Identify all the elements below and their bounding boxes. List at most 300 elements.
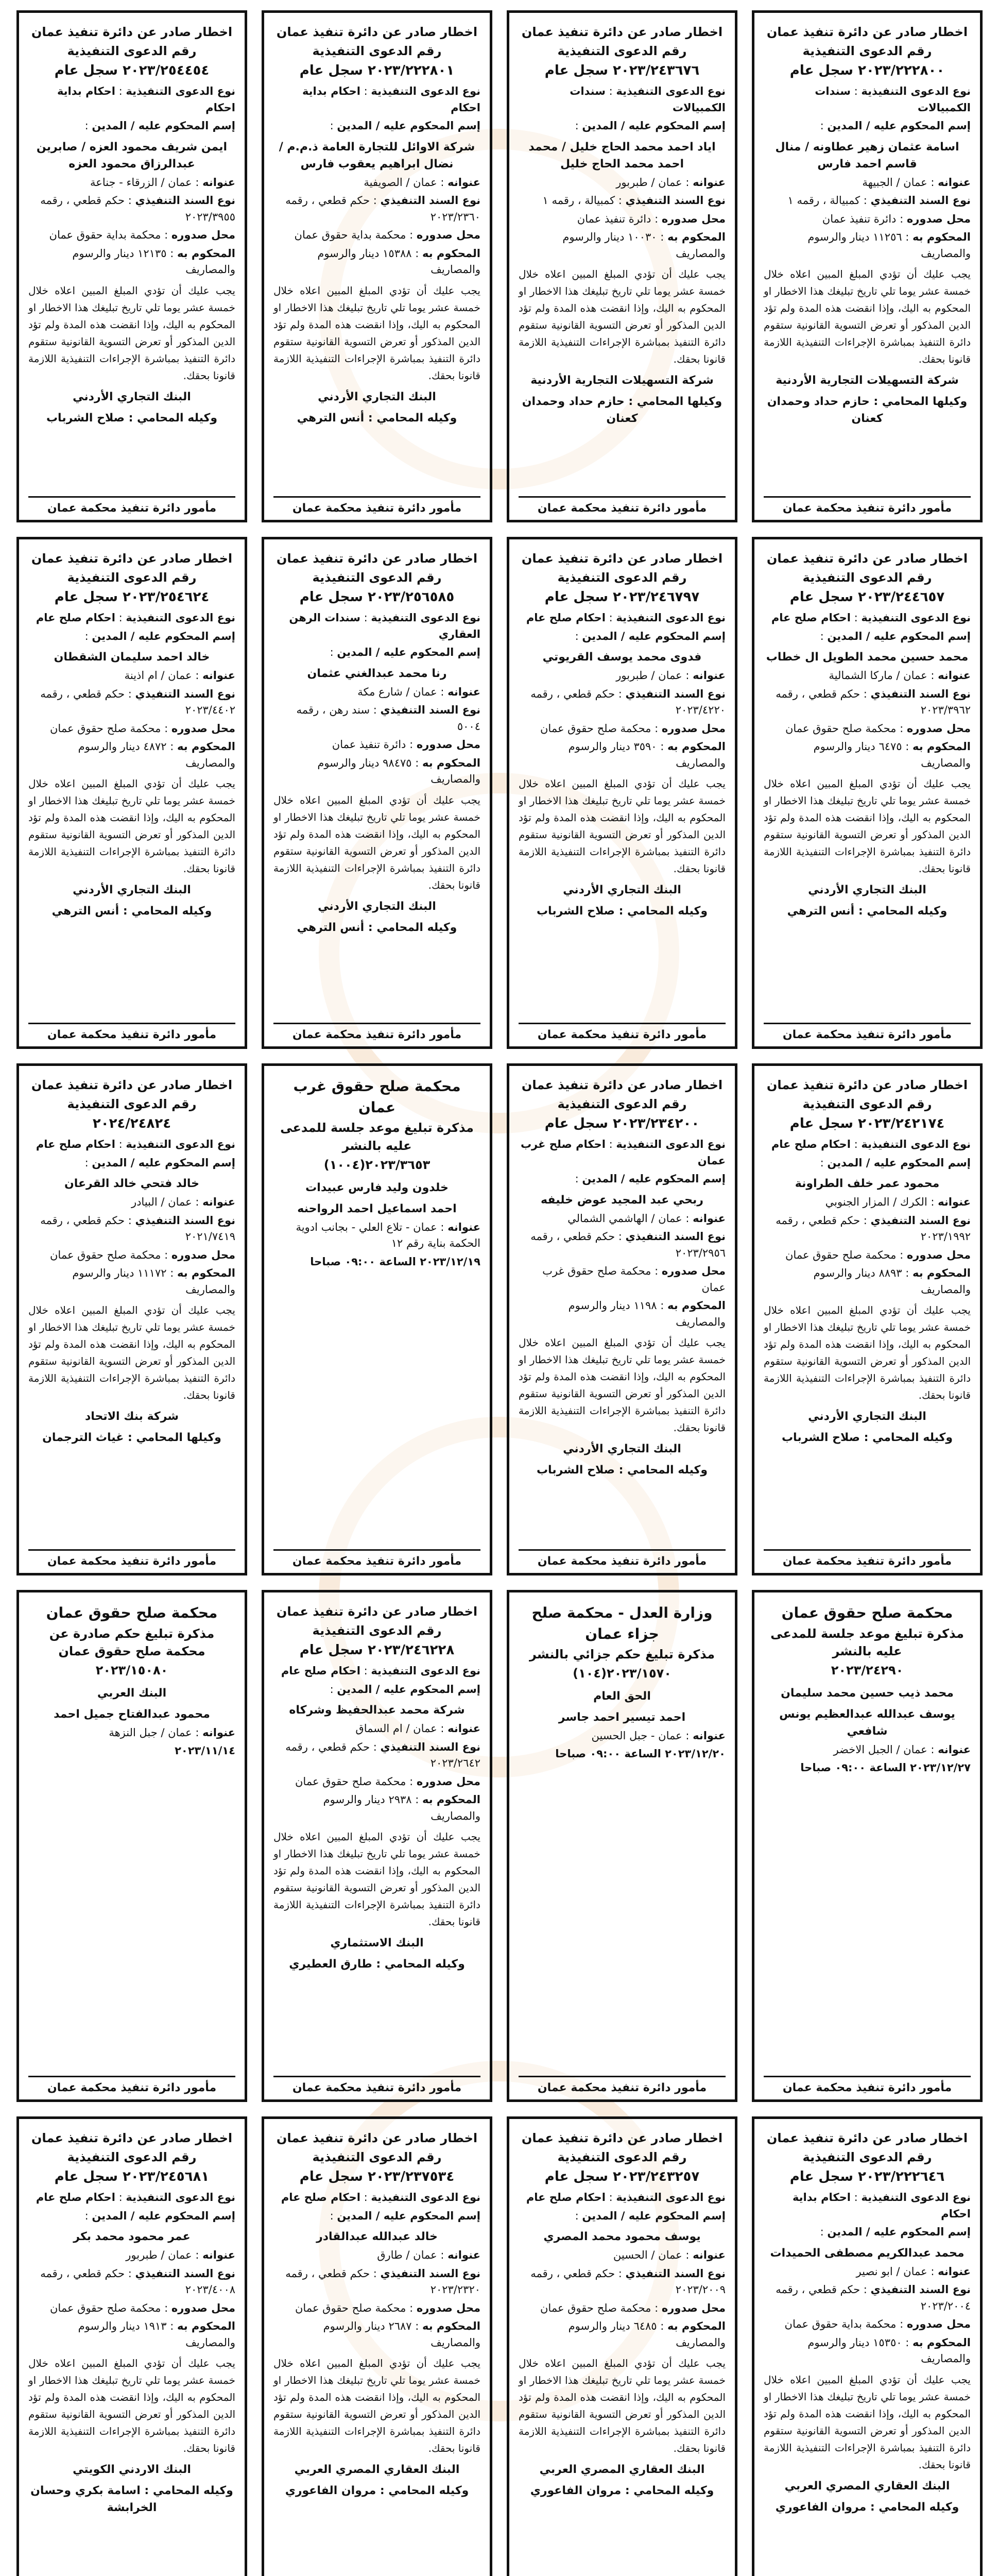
doc-type-value: حكم قطعي ، رقمه ٢٠٢٣/٤٠٠٨: [40, 2267, 235, 2296]
issued-label: محل صدوره: [906, 722, 971, 735]
case-number: ٢٠٢٣/١٥٠٨٠: [95, 1663, 168, 1678]
warning-text: يجب عليك أن تؤدي المبلغ المبين اعلاه خلال خمسة عشر يوما تلي تاريخ تبليغك هذا الاخطار او المحكوم به اليك، وإذا انقضت هذه المدة ولم تؤد الدين المذكور أو تعرض التسوية القانونية ستقوم دائرة التنفيذ بمباشرة الإجراءات التنفيذية اللازمة قانونا بحقك.: [519, 1336, 726, 1434]
case-type-value: احكام بداية احكام: [57, 85, 235, 114]
debtor-name: خالد فتحي خالد القرعان: [64, 1177, 200, 1191]
notice-header: اخطار صادر عن دائرة تنفيذ عمان: [276, 2131, 478, 2145]
case-type-value: احكام صلح عام: [36, 1138, 115, 1151]
debtor-label: إسم المحكوم عليه / المدين: [337, 120, 480, 132]
case-type-label: نوع الدعوى التنفيذية: [371, 2191, 480, 2204]
case-type-value: احكام صلح عام: [771, 1138, 851, 1151]
address-value: عمان / الحسين: [613, 2249, 682, 2262]
doc-type-value: حكم قطعي ، رقمه ٢٠٢٣/٢٣٦٠: [285, 194, 480, 223]
warning-text: يجب عليك أن تؤدي المبلغ المبين اعلاه خلال خمسة عشر يوما تلي تاريخ تبليغك هذا الاخطار او المحكوم به اليك، وإذا انقضت هذه المدة ولم تؤد الدين المذكور أو تعرض التسوية القانونية ستقوم دائرة التنفيذ بمباشرة الإجراءات التنفيذية اللازمة قانونا بحقك.: [28, 2357, 235, 2455]
doc-type-label: نوع السند التنفيذي: [625, 1230, 726, 1243]
debtor-name: اياد احمد محمد الحاج خليل / محمد احمد محمد الحاج خليل: [528, 140, 716, 171]
creditor-name: البنك التجاري الأردني: [73, 390, 191, 403]
notice-card: اخطار صادر عن دائرة تنفيذ عمان رقم الدعوى التنفيذية ٢٠٢٤/٢٤٨٢٤ نوع الدعوى التنفيذية : احكام صلح عام إسم المحكوم عليه / المدين : خالد فتحي خالد القرعان عنوانه : عمان / البيادر نوع السند التنفيذي : حكم قطعي ، رقمه ٢٠٢١/٧٤١٩ محل صدوره : محكمة صلح حقوق عمان المحكوم به : ١١١٧٢ دينار والرسوم والمصاريف يجب عليك أن تؤدي المبلغ المبين اعلاه خلال خمسة عشر يوما تلي تاريخ تبليغك هذا الاخطار او المحكوم به اليك، وإذا انقضت هذه المدة ولم تؤد الدين المذكور أو تعرض التسوية القانونية ستقوم دائرة التنفيذ بمباشرة الإجراءات التنفيذية اللازمة قانونا بحقك. شركة بنك الاتحاد وكيلها المحامي : غياث الترجمان مأمور دائرة تنفيذ محكمة عمان: [16, 1063, 247, 1575]
issued-value: محكمة صلح حقوق عمان: [50, 2301, 161, 2314]
doc-type-label: نوع السند التنفيذي: [135, 2267, 235, 2280]
address-label: عنوانه: [448, 2249, 480, 2262]
creditor-agent: وكيله المحامي : مروان الفاعوري: [530, 2484, 714, 2498]
doc-type-value: حكم قطعي ، رقمه ٢٠٢٣/٢٩٥٦: [530, 1230, 726, 1259]
case-type-label: نوع الدعوى التنفيذية: [371, 612, 480, 624]
court-name: محكمة صلح حقوق غرب عمان: [293, 1078, 461, 1116]
issued-label: محل صدوره: [416, 2301, 480, 2314]
address-value: عمان / طارق: [377, 2249, 437, 2262]
doc-type-value: حكم قطعي ، رقمه ٢٠٢٣/٣٩٦٢: [776, 687, 971, 717]
address-value: عمان / ام اذينة: [124, 669, 192, 682]
amount-value: ٢٦٨٧ دينار والرسوم والمصاريف: [323, 2320, 480, 2349]
issued-value: محكمة صلح حقوق عمان: [50, 722, 161, 735]
case-number: ٢٠٢٣/٢٤٢١٧٤ سجل عام: [789, 1115, 945, 1131]
case-type-label: نوع الدعوى التنفيذية: [371, 85, 480, 98]
case-type-value: احكام صلح عام: [36, 612, 115, 624]
issued-value: محكمة صلح حقوق عمان: [50, 1248, 161, 1261]
case-number: ٢٠٢٣/٢٥٤٦٢٤ سجل عام: [54, 589, 210, 605]
case-type-label: نوع الدعوى التنفيذية: [126, 2191, 235, 2204]
issued-value: محكمة صلح حقوق عمان: [295, 1775, 406, 1788]
debtor-name: احمد تيسير احمد جاسر: [558, 1710, 686, 1724]
issued-value: محكمة صلح حقوق عمان: [540, 722, 651, 735]
doc-type-label: نوع السند التنفيذي: [870, 687, 971, 700]
address-label: عنوانه: [938, 1743, 971, 1756]
address-label: عنوانه: [202, 669, 235, 682]
creditor-name: البنك التجاري الأردني: [808, 1410, 926, 1423]
address-value: عمان / شارع مكة: [357, 685, 437, 698]
case-label: رقم الدعوى التنفيذية: [557, 1096, 687, 1111]
session-date: ٢٠٢٣/١٢/٢٧ الساعة ٠٩:٠٠ صباحا: [800, 1761, 971, 1774]
creditor-name: البنك الاستثماري: [330, 1937, 424, 1950]
case-type-label: نوع الدعوى التنفيذية: [861, 2191, 971, 2204]
amount-label: المحكوم به: [422, 2320, 480, 2333]
case-type-value: احكام صلح غرب عمان: [520, 1138, 726, 1167]
creditor-agent: وكيله المحامي : اسامة بكري وحسان الخرابشة: [30, 2484, 233, 2515]
doc-type-value: حكم قطعي ، رقمه ٢٠٢٣/١٩٩٢: [776, 1214, 971, 1243]
debtor-label: إسم المحكوم عليه / المدين: [582, 120, 726, 132]
amount-label: المحكوم به: [177, 740, 235, 753]
case-number: ٢٠٢٣/٢٤٦٧٩٧ سجل عام: [544, 589, 700, 605]
footer-signature: مأمور دائرة تنفيذ محكمة عمان: [273, 2076, 480, 2094]
amount-label: المحكوم به: [177, 247, 235, 260]
issued-value: محكمة صلح حقوق غرب عمان: [542, 1265, 726, 1294]
footer-signature: مأمور دائرة تنفيذ محكمة عمان: [28, 2076, 235, 2094]
address-value: عمان / جبل النزهة: [109, 1726, 192, 1739]
issued-value: محكمة بداية حقوق عمان: [784, 2318, 897, 2331]
creditor-name: شركة التسهيلات التجارية الأردنية: [776, 374, 959, 387]
doc-type-value: حكم قطعي ، رقمه ٢٠٢٣/٢٠٠٤: [776, 2283, 971, 2312]
issued-value: محكمة صلح حقوق عمان: [295, 2301, 406, 2314]
issued-value: دائرة تنفيذ عمان: [822, 212, 897, 225]
notice-card: اخطار صادر عن دائرة تنفيذ عمان رقم الدعوى التنفيذية ٢٠٢٣/٢٣٤٢٠٠ سجل عام نوع الدعوى التنفيذية : احكام صلح غرب عمان إسم المحكوم عليه / المدين : ربحي عبد المجيد عوض خليفه عنوانه : عمان / الهاشمي الشمالي نوع السند التنفيذي : حكم قطعي ، رقمه ٢٠٢٣/٢٩٥٦ محل صدوره : محكمة صلح حقوق غرب عمان المحكوم به : ١١٩٨ دينار والرسوم والمصاريف يجب عليك أن تؤدي المبلغ المبين اعلاه خلال خمسة عشر يوما تلي تاريخ تبليغك هذا الاخطار او المحكوم به اليك، وإذا انقضت هذه المدة ولم تؤد الدين المذكور أو تعرض التسوية القانونية ستقوم دائرة التنفيذ بمباشرة الإجراءات التنفيذية اللازمة قانونا بحقك. البنك التجاري الأردني وكيله المحامي : صلاح الشرباب مأمور دائرة تنفيذ محكمة عمان: [507, 1063, 737, 1575]
issued-label: محل صدوره: [171, 722, 235, 735]
creditor-agent: وكيلها المحامي : حازم حداد وحمدان كعنان: [522, 395, 722, 426]
notice-header: اخطار صادر عن دائرة تنفيذ عمان: [521, 1078, 723, 1092]
case-number: ٢٠٢٣/٣٦٥٣(١٠٠٤): [323, 1157, 431, 1172]
creditor-name: البنك التجاري الأردني: [318, 900, 436, 913]
case-label: رقم الدعوى التنفيذية: [557, 570, 687, 585]
creditor-name: البنك التجاري الأردني: [318, 390, 436, 403]
amount-value: ٦٤٧٥ دينار والرسوم والمصاريف: [813, 740, 971, 769]
case-type-value: سندات الرهن العقاري: [289, 612, 480, 640]
address-label: عنوانه: [693, 669, 726, 682]
doc-type-label: نوع السند التنفيذي: [380, 704, 480, 717]
case-label: رقم الدعوى التنفيذية: [67, 570, 197, 585]
case-type-label: نوع الدعوى التنفيذية: [616, 1138, 726, 1151]
issued-value: محكمة صلح حقوق عمان: [785, 722, 897, 735]
court-name: محكمة صلح حقوق عمان: [781, 1604, 953, 1621]
notice-header: اخطار صادر عن دائرة تنفيذ عمان: [276, 551, 478, 566]
court-name: وزارة العدل - محكمة صلح جزاء عمان: [531, 1604, 713, 1642]
issued-value: دائرة تنفيذ عمان: [577, 212, 651, 225]
creditor-name: البنك العقاري المصري العربي: [294, 2463, 460, 2477]
case-type-value: احكام صلح عام: [526, 612, 606, 624]
debtor-name: رنا محمد عبدالغني عثمان: [307, 667, 447, 680]
debtor-name: محمد حسين محمد الطويل ال خطاب: [766, 651, 969, 664]
issued-label: محل صدوره: [416, 229, 480, 242]
warning-text: يجب عليك أن تؤدي المبلغ المبين اعلاه خلال خمسة عشر يوما تلي تاريخ تبليغك هذا الاخطار او المحكوم به اليك، وإذا انقضت هذه المدة ولم تؤد الدين المذكور أو تعرض التسوية القانونية ستقوم دائرة التنفيذ بمباشرة الإجراءات التنفيذية اللازمة قانونا بحقك.: [28, 777, 235, 875]
amount-value: ١٢١٣٥ دينار والرسوم والمصاريف: [72, 247, 235, 276]
case-number: ٢٠٢٣/٢٢٢٨٠١ سجل عام: [299, 62, 455, 78]
debtor-name: خالد عبدالله عبدالقادر: [316, 2230, 438, 2244]
amount-value: ٩٨٤٧٥ دينار والرسوم والمصاريف: [317, 756, 480, 786]
footer-signature: مأمور دائرة تنفيذ محكمة عمان: [519, 1023, 726, 1041]
amount-value: ٢٩٣٨ دينار والرسوم والمصاريف: [323, 1793, 480, 1822]
footer-signature: مأمور دائرة تنفيذ محكمة عمان: [273, 496, 480, 515]
debtor-name: شركة محمد عبدالحفيظ وشركاه: [289, 1704, 465, 1717]
doc-type-value: سند رهن ، رقمه ٥٠٠٤: [296, 704, 480, 733]
doc-type-value: حكم قطعي ، رقمه ٢٠٢٣/٣٩٥٥: [40, 194, 235, 223]
notice-header: اخطار صادر عن دائرة تنفيذ عمان: [521, 551, 723, 566]
session-date: ٢٠٢٣/١١/١٤: [175, 1744, 235, 1757]
case-type-value: سندات الكمبيالات: [815, 85, 971, 114]
creditor-name: محمد ذيب حسين محمد سليمان: [781, 1686, 954, 1700]
notice-header: اخطار صادر عن دائرة تنفيذ عمان: [521, 25, 723, 39]
doc-type-label: نوع السند التنفيذي: [625, 194, 726, 207]
amount-label: المحكوم به: [667, 231, 726, 244]
notice-header: اخطار صادر عن دائرة تنفيذ عمان: [766, 25, 968, 39]
case-type-label: نوع الدعوى التنفيذية: [616, 85, 726, 98]
case-number: ٢٠٢٣/٢٤٣٦٧٦ سجل عام: [544, 62, 700, 78]
debtor-name: محمود عمر خلف الطراونة: [795, 1177, 940, 1191]
debtor-name: اسامة عثمان زهير عطاونه / منال قاسم احمد فارس: [775, 140, 959, 171]
case-type-label: نوع الدعوى التنفيذية: [126, 612, 235, 624]
case-number: ٢٠٢٣/٢٤٥٦٨١ سجل عام: [54, 2168, 210, 2184]
debtor-label: إسم المحكوم عليه / المدين: [337, 646, 480, 659]
doc-type-label: نوع السند التنفيذي: [135, 687, 235, 700]
issued-label: محل صدوره: [416, 1775, 480, 1788]
address-value: عمان - جبل الحسين: [591, 1729, 682, 1742]
doc-type-label: نوع السند التنفيذي: [135, 194, 235, 207]
amount-value: ٣٥٩٠ دينار والرسوم والمصاريف: [568, 740, 726, 769]
case-number: ٢٠٢٤/٢٤٨٢٤: [92, 1115, 171, 1131]
court-name: محكمة صلح حقوق عمان: [46, 1604, 218, 1621]
debtor-name: محمد عبدالكريم مصطفى الحميدات: [770, 2246, 965, 2260]
creditor-agent: وكيله المحامي : أنس الترهي: [51, 905, 212, 918]
doc-type-label: نوع السند التنفيذي: [870, 194, 971, 207]
notice-card: اخطار صادر عن دائرة تنفيذ عمان رقم الدعوى التنفيذية ٢٠٢٣/٢٤٣٦٧٦ سجل عام نوع الدعوى التنفيذية : سندات الكمبيالات إسم المحكوم عليه / المدين : اياد احمد محمد الحاج خليل / محمد احمد محمد الحاج خليل عنوانه : عمان / طبربور نوع السند التنفيذي : كمبيالة ، رقمه ١ محل صدوره : دائرة تنفيذ عمان المحكوم به : ١٠٠٣٠ دينار والرسوم والمصاريف يجب عليك أن تؤدي المبلغ المبين اعلاه خلال خمسة عشر يوما تلي تاريخ تبليغك هذا الاخطار او المحكوم به اليك، وإذا انقضت هذه المدة ولم تؤد الدين المذكور أو تعرض التسوية القانونية ستقوم دائرة التنفيذ بمباشرة الإجراءات التنفيذية اللازمة قانونا بحقك. شركة التسهيلات التجارية الأردنية وكيلها المحامي : حازم حداد وحمدان كعنان مأمور دائرة تنفيذ محكمة عمان: [507, 10, 737, 522]
case-type-value: احكام صلح عام: [281, 1665, 360, 1677]
notices-grid: [15, 10, 983, 2576]
creditor-name: البنك التجاري الأردني: [563, 884, 681, 897]
debtor-label: إسم المحكوم عليه / المدين: [582, 1173, 726, 1185]
address-label: عنوانه: [448, 685, 480, 698]
amount-label: المحكوم به: [667, 2320, 726, 2333]
issued-label: محل صدوره: [416, 738, 480, 751]
notice-card: اخطار صادر عن دائرة تنفيذ عمان رقم الدعوى التنفيذية ٢٠٢٣/٢٥٤٦٢٤ سجل عام نوع الدعوى التنفيذية : احكام صلح عام إسم المحكوم عليه / المدين : خالد احمد سليمان الشقطان عنوانه : عمان / ام اذينة نوع السند التنفيذي : حكم قطعي ، رقمه ٢٠٢٣/٤٤٠٢ محل صدوره : محكمة صلح حقوق عمان المحكوم به : ٤٨٧٢ دينار والرسوم والمصاريف يجب عليك أن تؤدي المبلغ المبين اعلاه خلال خمسة عشر يوما تلي تاريخ تبليغك هذا الاخطار او المحكوم به اليك، وإذا انقضت هذه المدة ولم تؤد الدين المذكور أو تعرض التسوية القانونية ستقوم دائرة التنفيذ بمباشرة الإجراءات التنفيذية اللازمة قانونا بحقك. البنك التجاري الأردني وكيله المحامي : أنس الترهي مأمور دائرة تنفيذ محكمة عمان: [16, 537, 247, 1049]
creditor-name: شركة بنك الاتحاد: [84, 1410, 179, 1423]
creditor-agent: وكيله المحامي : أنس الترهي: [787, 905, 948, 918]
case-number: ٢٠٢٣/٢٢٢٦٤٦ سجل عام: [789, 2168, 945, 2184]
issued-value: محكمة صلح حقوق عمان: [540, 2301, 651, 2314]
amount-label: المحكوم به: [913, 740, 971, 753]
case-type-label: نوع الدعوى التنفيذية: [861, 1138, 971, 1151]
address-label: عنوانه: [693, 176, 726, 189]
issued-label: محل صدوره: [906, 1248, 971, 1261]
address-value: عمان / طبربور: [616, 669, 682, 682]
creditor-name: البنك الاردني الكويتي: [73, 2463, 191, 2477]
warning-text: يجب عليك أن تؤدي المبلغ المبين اعلاه خلال خمسة عشر يوما تلي تاريخ تبليغك هذا الاخطار او المحكوم به اليك، وإذا انقضت هذه المدة ولم تؤد الدين المذكور أو تعرض التسوية القانونية ستقوم دائرة التنفيذ بمباشرة الإجراءات التنفيذية اللازمة قانونا بحقك.: [764, 777, 971, 875]
issued-label: محل صدوره: [906, 212, 971, 225]
address-label: عنوانه: [202, 1726, 235, 1739]
notice-card: اخطار صادر عن دائرة تنفيذ عمان رقم الدعوى التنفيذية ٢٠٢٣/٢٤٦٢٢٨ سجل عام نوع الدعوى التنفيذية : احكام صلح عام إسم المحكوم عليه / المدين : شركة محمد عبدالحفيظ وشركاه عنوانه : عمان / ام السماق نوع السند التنفيذي : حكم قطعي ، رقمه ٢٠٢٣/٢٦٤٢ محل صدوره : محكمة صلح حقوق عمان المحكوم به : ٢٩٣٨ دينار والرسوم والمصاريف يجب عليك أن تؤدي المبلغ المبين اعلاه خلال خمسة عشر يوما تلي تاريخ تبليغك هذا الاخطار او المحكوم به اليك، وإذا انقضت هذه المدة ولم تؤد الدين المذكور أو تعرض التسوية القانونية ستقوم دائرة التنفيذ بمباشرة الإجراءات التنفيذية اللازمة قانونا بحقك. البنك الاستثماري وكيله المحامي : طارق العطيري مأمور دائرة تنفيذ محكمة عمان: [262, 1590, 492, 2102]
debtor-label: إسم المحكوم عليه / المدين: [827, 1156, 971, 1169]
creditor-agent: وكيله المحامي : أنس الترهي: [297, 411, 457, 425]
warning-text: يجب عليك أن تؤدي المبلغ المبين اعلاه خلال خمسة عشر يوما تلي تاريخ تبليغك هذا الاخطار او المحكوم به اليك، وإذا انقضت هذه المدة ولم تؤد الدين المذكور أو تعرض التسوية القانونية ستقوم دائرة التنفيذ بمباشرة الإجراءات التنفيذية اللازمة قانونا بحقك.: [28, 1304, 235, 1402]
doc-type-label: نوع السند التنفيذي: [870, 1214, 971, 1227]
issued-value: دائرة تنفيذ عمان: [332, 738, 406, 751]
notice-header: اخطار صادر عن دائرة تنفيذ عمان: [31, 551, 233, 566]
footer-signature: مأمور دائرة تنفيذ محكمة عمان: [764, 1549, 971, 1568]
doc-type-label: نوع السند التنفيذي: [380, 2267, 480, 2280]
doc-type-value: حكم قطعي ، رقمه ٢٠٢٣/٢٦٤٢: [285, 1740, 480, 1770]
doc-type-value: حكم قطعي ، رقمه ٢٠٢٣/٢٣٢٠: [285, 2267, 480, 2296]
case-label: رقم الدعوى التنفيذية: [557, 2149, 687, 2164]
debtor-name: خالد احمد سليمان الشقطان: [54, 651, 210, 664]
amount-value: ١٩١٣ دينار والرسوم والمصاريف: [78, 2320, 235, 2349]
address-label: عنوانه: [938, 669, 971, 682]
doc-type-value: حكم قطعي ، رقمه ٢٠٢٣/٤٢٢٠: [530, 687, 726, 717]
warning-text: يجب عليك أن تؤدي المبلغ المبين اعلاه خلال خمسة عشر يوما تلي تاريخ تبليغك هذا الاخطار او المحكوم به اليك، وإذا انقضت هذه المدة ولم تؤد الدين المذكور أو تعرض التسوية القانونية ستقوم دائرة التنفيذ بمباشرة الإجراءات التنفيذية اللازمة قانونا بحقك.: [519, 777, 726, 875]
case-type-value: احكام بداية احكام: [302, 85, 480, 114]
notice-card: محكمة صلح حقوق غرب عمان مذكرة تبليغ موعد جلسة للمدعى عليه بالنشر ٢٠٢٣/٣٦٥٣(١٠٠٤) خلدون وليد فارس عبيدات احمد اسماعيل احمد الرواحنه عنوانه : عمان - تلاع العلي - بجانب ادوية الحكمة بناية رقم ١٢ ٢٠٢٣/١٢/١٩ الساعة ٠٩:٠٠ صباحا مأمور دائرة تنفيذ محكمة عمان: [262, 1063, 492, 1575]
warning-text: يجب عليك أن تؤدي المبلغ المبين اعلاه خلال خمسة عشر يوما تلي تاريخ تبليغك هذا الاخطار او المحكوم به اليك، وإذا انقضت هذه المدة ولم تؤد الدين المذكور أو تعرض التسوية القانونية ستقوم دائرة التنفيذ بمباشرة الإجراءات التنفيذية اللازمة قانونا بحقك.: [764, 1304, 971, 1402]
debtor-name: عمر محمود محمد بكر: [73, 2230, 191, 2244]
notice-header: اخطار صادر عن دائرة تنفيذ عمان: [276, 1604, 478, 1619]
notice-header: اخطار صادر عن دائرة تنفيذ عمان: [521, 2131, 723, 2145]
warning-text: يجب عليك أن تؤدي المبلغ المبين اعلاه خلال خمسة عشر يوما تلي تاريخ تبليغك هذا الاخطار او المحكوم به اليك، وإذا انقضت هذه المدة ولم تؤد الدين المذكور أو تعرض التسوية القانونية ستقوم دائرة التنفيذ بمباشرة الإجراءات التنفيذية اللازمة قانونا بحقك.: [28, 284, 235, 382]
address-label: عنوانه: [202, 176, 235, 189]
warning-text: يجب عليك أن تؤدي المبلغ المبين اعلاه خلال خمسة عشر يوما تلي تاريخ تبليغك هذا الاخطار او المحكوم به اليك، وإذا انقضت هذه المدة ولم تؤد الدين المذكور أو تعرض التسوية القانونية ستقوم دائرة التنفيذ بمباشرة الإجراءات التنفيذية اللازمة قانونا بحقك.: [764, 2373, 971, 2471]
case-type-value: احكام صلح عام: [281, 2191, 360, 2204]
address-label: عنوانه: [448, 1221, 480, 1233]
debtor-label: إسم المحكوم عليه / المدين: [582, 2209, 726, 2222]
notice-header: اخطار صادر عن دائرة تنفيذ عمان: [31, 2131, 233, 2145]
case-label: رقم الدعوى التنفيذية: [802, 2149, 932, 2164]
debtor-label: إسم المحكوم عليه / المدين: [92, 120, 235, 132]
address-value: عمان / الجبل الاخضر: [833, 1743, 927, 1756]
address-label: عنوانه: [693, 1729, 726, 1742]
case-type-value: احكام صلح عام: [36, 2191, 115, 2204]
amount-label: المحكوم به: [667, 1299, 726, 1312]
warning-text: يجب عليك أن تؤدي المبلغ المبين اعلاه خلال خمسة عشر يوما تلي تاريخ تبليغك هذا الاخطار او المحكوم به اليك، وإذا انقضت هذه المدة ولم تؤد الدين المذكور أو تعرض التسوية القانونية ستقوم دائرة التنفيذ بمباشرة الإجراءات التنفيذية اللازمة قانونا بحقك.: [519, 2357, 726, 2455]
case-label: رقم الدعوى التنفيذية: [312, 1623, 442, 1638]
creditor-name: البنك التجاري الأردني: [808, 884, 926, 897]
issued-label: محل صدوره: [171, 1248, 235, 1261]
address-label: عنوانه: [938, 1196, 971, 1209]
address-value: عمان / الهاشمي الشمالي: [567, 1212, 682, 1225]
doc-type-value: كمبيالة ، رقمه ١: [787, 194, 861, 207]
issued-label: محل صدوره: [661, 722, 726, 735]
amount-label: المحكوم به: [422, 1793, 480, 1806]
address-value: الكرك / المزار الجنوبي: [825, 1196, 927, 1209]
notice-card: وزارة العدل - محكمة صلح جزاء عمان مذكرة تبليغ حكم جزائي بالنشر ٢٠٢٣/١٥٧٠(١٠٤) الحق العام احمد تيسير احمد جاسر عنوانه : عمان - جبل الحسين ٢٠٢٣/١٢/٢٠ الساعة ٠٩:٠٠ صباحا مأمور دائرة تنفيذ محكمة عمان: [507, 1590, 737, 2102]
debtor-label: إسم المحكوم عليه / المدين: [92, 1156, 235, 1169]
warning-text: يجب عليك أن تؤدي المبلغ المبين اعلاه خلال خمسة عشر يوما تلي تاريخ تبليغك هذا الاخطار او المحكوم به اليك، وإذا انقضت هذه المدة ولم تؤد الدين المذكور أو تعرض التسوية القانونية ستقوم دائرة التنفيذ بمباشرة الإجراءات التنفيذية اللازمة قانونا بحقك.: [519, 268, 726, 366]
amount-value: ١١٢٥٦ دينار والرسوم والمصاريف: [807, 231, 971, 260]
amount-label: المحكوم به: [913, 231, 971, 244]
case-type-label: نوع الدعوى التنفيذية: [861, 85, 971, 98]
debtor-name: احمد اسماعيل احمد الرواحنه: [297, 1202, 457, 1215]
amount-value: ١١١٧٢ دينار والرسوم والمصاريف: [72, 1267, 235, 1296]
debtor-name: فدوى محمد يوسف القريوتي: [542, 651, 702, 664]
case-label: رقم الدعوى التنفيذية: [557, 43, 687, 58]
amount-label: المحكوم به: [913, 1267, 971, 1280]
address-value: عمان - تلاع العلي - بجانب ادوية الحكمة بناية رقم ١٢: [296, 1221, 480, 1250]
address-label: عنوانه: [938, 2265, 971, 2278]
issued-label: محل صدوره: [661, 1265, 726, 1278]
case-number: ٢٠٢٣/٢٥٤٤٥٤ سجل عام: [54, 62, 210, 78]
debtor-name: محمود عبدالفتاح جميل احمد: [54, 1707, 210, 1721]
issued-value: محكمة بداية حقوق عمان: [294, 229, 406, 242]
debtor-name: يوسف محمود محمد المصري: [543, 2230, 701, 2244]
issued-value: محكمة بداية حقوق عمان: [49, 229, 161, 242]
case-number: ٢٠٢٣/٢٤٤٦٥٧ سجل عام: [789, 589, 945, 605]
footer-signature: مأمور دائرة تنفيذ محكمة عمان: [519, 2076, 726, 2094]
creditor-name: البنك العربي: [97, 1686, 167, 1700]
warning-text: يجب عليك أن تؤدي المبلغ المبين اعلاه خلال خمسة عشر يوما تلي تاريخ تبليغك هذا الاخطار او المحكوم به اليك، وإذا انقضت هذه المدة ولم تؤد الدين المذكور أو تعرض التسوية القانونية ستقوم دائرة التنفيذ بمباشرة الإجراءات التنفيذية اللازمة قانونا بحقك.: [273, 793, 480, 891]
footer-signature: مأمور دائرة تنفيذ محكمة عمان: [273, 1023, 480, 1041]
case-number: ٢٠٢٣/٢٣٧٥٣٤ سجل عام: [299, 2168, 455, 2184]
address-value: عمان / ام السماق: [355, 1722, 437, 1735]
address-label: عنوانه: [202, 2249, 235, 2262]
debtor-label: إسم المحكوم عليه / المدين: [337, 1683, 480, 1696]
issued-label: محل صدوره: [171, 229, 235, 242]
creditor-agent: وكيله المحامي : صلاح الشرباب: [781, 1431, 953, 1445]
notice-header: اخطار صادر عن دائرة تنفيذ عمان: [766, 1078, 968, 1092]
case-number: ٢٠٢٣/٢٢٢٨٠٠ سجل عام: [789, 62, 945, 78]
case-type-label: نوع الدعوى التنفيذية: [616, 612, 726, 624]
creditor-agent: وكيله المحامي : مروان الفاعوري: [775, 2500, 959, 2514]
address-value: عمان / ماركا الشمالية: [829, 669, 927, 682]
notice-header: اخطار صادر عن دائرة تنفيذ عمان: [766, 2131, 968, 2145]
debtor-label: إسم المحكوم عليه / المدين: [827, 2226, 971, 2239]
notice-header: اخطار صادر عن دائرة تنفيذ عمان: [31, 1078, 233, 1092]
case-label: رقم الدعوى التنفيذية: [67, 43, 197, 58]
creditor-name: البنك التجاري الأردني: [563, 1443, 681, 1456]
debtor-name: يوسف عبدالله عبدالعظيم يونس شافعي: [779, 1707, 955, 1738]
footer-signature: مأمور دائرة تنفيذ محكمة عمان: [28, 496, 235, 515]
case-type-label: نوع الدعوى التنفيذية: [371, 1665, 480, 1677]
notice-card: محكمة صلح حقوق عمان مذكرة تبليغ موعد جلسة للمدعى عليه بالنشر ٢٠٢٣/٢٤٢٩٠ محمد ذيب حسين محمد سليمان يوسف عبدالله عبدالعظيم يونس شافعي عنوانه : عمان / الجبل الاخضر ٢٠٢٣/١٢/٢٧ الساعة ٠٩:٠٠ صباحا مأمور دائرة تنفيذ محكمة عمان: [752, 1590, 983, 2102]
notice-card: محكمة صلح حقوق عمان مذكرة تبليغ حكم صادرة عن محكمة صلح حقوق عمان ٢٠٢٣/١٥٠٨٠ البنك العربي محمود عبدالفتاح جميل احمد عنوانه : عمان / جبل النزهة ٢٠٢٣/١١/١٤ مأمور دائرة تنفيذ محكمة عمان: [16, 1590, 247, 2102]
doc-type-value: حكم قطعي ، رقمه ٢٠٢٣/٤٤٠٢: [40, 687, 235, 717]
doc-type-label: نوع السند التنفيذي: [135, 1214, 235, 1227]
notice-header: اخطار صادر عن دائرة تنفيذ عمان: [276, 25, 478, 39]
debtor-label: إسم المحكوم عليه / المدين: [92, 630, 235, 642]
amount-label: المحكوم به: [422, 247, 480, 260]
creditor-agent: وكيله المحامي : صلاح الشرباب: [46, 411, 218, 425]
case-label: رقم الدعوى التنفيذية: [67, 2149, 197, 2164]
amount-value: ١٠٠٣٠ دينار والرسوم والمصاريف: [562, 231, 726, 260]
address-value: عمان / البيادر: [131, 1196, 192, 1209]
session-date: ٢٠٢٣/١٢/١٩ الساعة ٠٩:٠٠ صباحا: [310, 1255, 480, 1268]
debtor-name: ربحي عبد المجيد عوض خليفه: [541, 1193, 703, 1207]
case-number: ٢٠٢٣/١٥٧٠(١٠٤): [573, 1666, 672, 1681]
address-label: عنوانه: [448, 176, 480, 189]
footer-signature: مأمور دائرة تنفيذ محكمة عمان: [764, 496, 971, 515]
notice-title: مذكرة تبليغ حكم صادرة عن محكمة صلح حقوق عمان: [49, 1626, 215, 1659]
doc-type-value: كمبيالة ، رقمه ١: [542, 194, 615, 207]
debtor-label: إسم المحكوم عليه / المدين: [582, 630, 726, 642]
notice-card: اخطار صادر عن دائرة تنفيذ عمان رقم الدعوى التنفيذية ٢٠٢٣/٢٤٦٧٩٧ سجل عام نوع الدعوى التنفيذية : احكام صلح عام إسم المحكوم عليه / المدين : فدوى محمد يوسف القريوتي عنوانه : عمان / طبربور نوع السند التنفيذي : حكم قطعي ، رقمه ٢٠٢٣/٤٢٢٠ محل صدوره : محكمة صلح حقوق عمان المحكوم به : ٣٥٩٠ دينار والرسوم والمصاريف يجب عليك أن تؤدي المبلغ المبين اعلاه خلال خمسة عشر يوما تلي تاريخ تبليغك هذا الاخطار او المحكوم به اليك، وإذا انقضت هذه المدة ولم تؤد الدين المذكور أو تعرض التسوية القانونية ستقوم دائرة التنفيذ بمباشرة الإجراءات التنفيذية اللازمة قانونا بحقك. البنك التجاري الأردني وكيله المحامي : صلاح الشرباب مأمور دائرة تنفيذ محكمة عمان: [507, 537, 737, 1049]
debtor-label: إسم المحكوم عليه / المدين: [92, 2209, 235, 2222]
doc-type-label: نوع السند التنفيذي: [625, 2267, 726, 2280]
creditor-name: شركة التسهيلات التجارية الأردنية: [530, 374, 714, 387]
doc-type-value: حكم قطعي ، رقمه ٢٠٢١/٧٤١٩: [40, 1214, 235, 1243]
creditor-name: البنك التجاري الأردني: [73, 884, 191, 897]
issued-label: محل صدوره: [661, 2301, 726, 2314]
amount-value: ١٥٣٥٠ دينار والرسوم والمصاريف: [807, 2336, 971, 2365]
case-type-value: احكام صلح عام: [526, 2191, 606, 2204]
footer-signature: مأمور دائرة تنفيذ محكمة عمان: [273, 1549, 480, 1568]
case-number: ٢٠٢٣/٢٤٦٢٢٨ سجل عام: [299, 1642, 455, 1658]
creditor-name: خلدون وليد فارس عبيدات: [305, 1181, 449, 1194]
creditor-name: البنك العقاري المصري العربي: [539, 2463, 705, 2477]
amount-value: ١٥٣٨٨ دينار والرسوم والمصاريف: [317, 247, 480, 276]
case-type-label: نوع الدعوى التنفيذية: [126, 1138, 235, 1151]
notice-card: اخطار صادر عن دائرة تنفيذ عمان رقم الدعوى التنفيذية ٢٠٢٣/٢٥٤٤٥٤ سجل عام نوع الدعوى التنفيذية : احكام بداية احكام إسم المحكوم عليه / المدين : ايمن شريف محمود العزه / صابرين عبدالرزاق محمود العزه عنوانه : عمان / الزرقاء - جناعة نوع السند التنفيذي : حكم قطعي ، رقمه ٢٠٢٣/٣٩٥٥ محل صدوره : محكمة بداية حقوق عمان المحكوم به : ١٢١٣٥ دينار والرسوم والمصاريف يجب عليك أن تؤدي المبلغ المبين اعلاه خلال خمسة عشر يوما تلي تاريخ تبليغك هذا الاخطار او المحكوم به اليك، وإذا انقضت هذه المدة ولم تؤد الدين المذكور أو تعرض التسوية القانونية ستقوم دائرة التنفيذ بمباشرة الإجراءات التنفيذية اللازمة قانونا بحقك. البنك التجاري الأردني وكيله المحامي : صلاح الشرباب مأمور دائرة تنفيذ محكمة عمان: [16, 10, 247, 522]
issued-value: محكمة صلح حقوق عمان: [785, 1248, 897, 1261]
case-type-value: احكام بداية احكام: [792, 2191, 971, 2220]
notice-card: اخطار صادر عن دائرة تنفيذ عمان رقم الدعوى التنفيذية ٢٠٢٣/٢٤٥٦٨١ سجل عام نوع الدعوى التنفيذية : احكام صلح عام إسم المحكوم عليه / المدين : عمر محمود محمد بكر عنوانه : عمان / طبربور نوع السند التنفيذي : حكم قطعي ، رقمه ٢٠٢٣/٤٠٠٨ محل صدوره : محكمة صلح حقوق عمان المحكوم به : ١٩١٣ دينار والرسوم والمصاريف يجب عليك أن تؤدي المبلغ المبين اعلاه خلال خمسة عشر يوما تلي تاريخ تبليغك هذا الاخطار او المحكوم به اليك، وإذا انقضت هذه المدة ولم تؤد الدين المذكور أو تعرض التسوية القانونية ستقوم دائرة التنفيذ بمباشرة الإجراءات التنفيذية اللازمة قانونا بحقك. البنك الاردني الكويتي وكيله المحامي : اسامة بكري وحسان الخرابشة: [16, 2116, 247, 2576]
debtor-label: إسم المحكوم عليه / المدين: [827, 630, 971, 642]
case-type-label: نوع الدعوى التنفيذية: [126, 85, 235, 98]
case-type-label: نوع الدعوى التنفيذية: [616, 2191, 726, 2204]
amount-value: ٨٨٩٣ دينار والرسوم والمصاريف: [813, 1267, 971, 1296]
amount-value: ١١٩٨ دينار والرسوم والمصاريف: [568, 1299, 726, 1328]
amount-label: المحكوم به: [177, 1267, 235, 1280]
creditor-name: البنك العقاري المصري العربي: [784, 2479, 950, 2493]
notice-title: مذكرة تبليغ موعد جلسة للمدعى عليه بالنشر: [770, 1626, 964, 1659]
case-type-value: احكام صلح عام: [771, 612, 851, 624]
notice-title: مذكرة تبليغ حكم جزائي بالنشر: [529, 1647, 715, 1662]
address-value: عمان / الصويفية: [364, 176, 437, 189]
footer-signature: مأمور دائرة تنفيذ محكمة عمان: [519, 496, 726, 515]
amount-value: ٦٤٨٥ دينار والرسوم والمصاريف: [568, 2320, 726, 2349]
doc-type-label: نوع السند التنفيذي: [380, 194, 480, 207]
case-type-value: سندات الكمبيالات: [570, 85, 726, 114]
notice-card: اخطار صادر عن دائرة تنفيذ عمان رقم الدعوى التنفيذية ٢٠٢٣/٢٢٢٦٤٦ سجل عام نوع الدعوى التنفيذية : احكام بداية احكام إسم المحكوم عليه / المدين : محمد عبدالكريم مصطفى الحميدات عنوانه : عمان / ابو نصير نوع السند التنفيذي : حكم قطعي ، رقمه ٢٠٢٣/٢٠٠٤ محل صدوره : محكمة بداية حقوق عمان المحكوم به : ١٥٣٥٠ دينار والرسوم والمصاريف يجب عليك أن تؤدي المبلغ المبين اعلاه خلال خمسة عشر يوما تلي تاريخ تبليغك هذا الاخطار او المحكوم به اليك، وإذا انقضت هذه المدة ولم تؤد الدين المذكور أو تعرض التسوية القانونية ستقوم دائرة التنفيذ بمباشرة الإجراءات التنفيذية اللازمة قانونا بحقك. البنك العقاري المصري العربي وكيله المحامي : مروان الفاعوري: [752, 2116, 983, 2576]
creditor-agent: وكيله المحامي : أنس الترهي: [297, 921, 457, 934]
amount-label: المحكوم به: [913, 2336, 971, 2349]
creditor-agent: وكيلها المحامي : غياث الترجمان: [42, 1431, 221, 1445]
address-label: عنوانه: [448, 1722, 480, 1735]
case-label: رقم الدعوى التنفيذية: [67, 1096, 197, 1111]
case-label: رقم الدعوى التنفيذية: [802, 43, 932, 58]
case-type-label: نوع الدعوى التنفيذية: [861, 612, 971, 624]
footer-signature: مأمور دائرة تنفيذ محكمة عمان: [764, 2076, 971, 2094]
warning-text: يجب عليك أن تؤدي المبلغ المبين اعلاه خلال خمسة عشر يوما تلي تاريخ تبليغك هذا الاخطار او المحكوم به اليك، وإذا انقضت هذه المدة ولم تؤد الدين المذكور أو تعرض التسوية القانونية ستقوم دائرة التنفيذ بمباشرة الإجراءات التنفيذية اللازمة قانونا بحقك.: [764, 268, 971, 366]
